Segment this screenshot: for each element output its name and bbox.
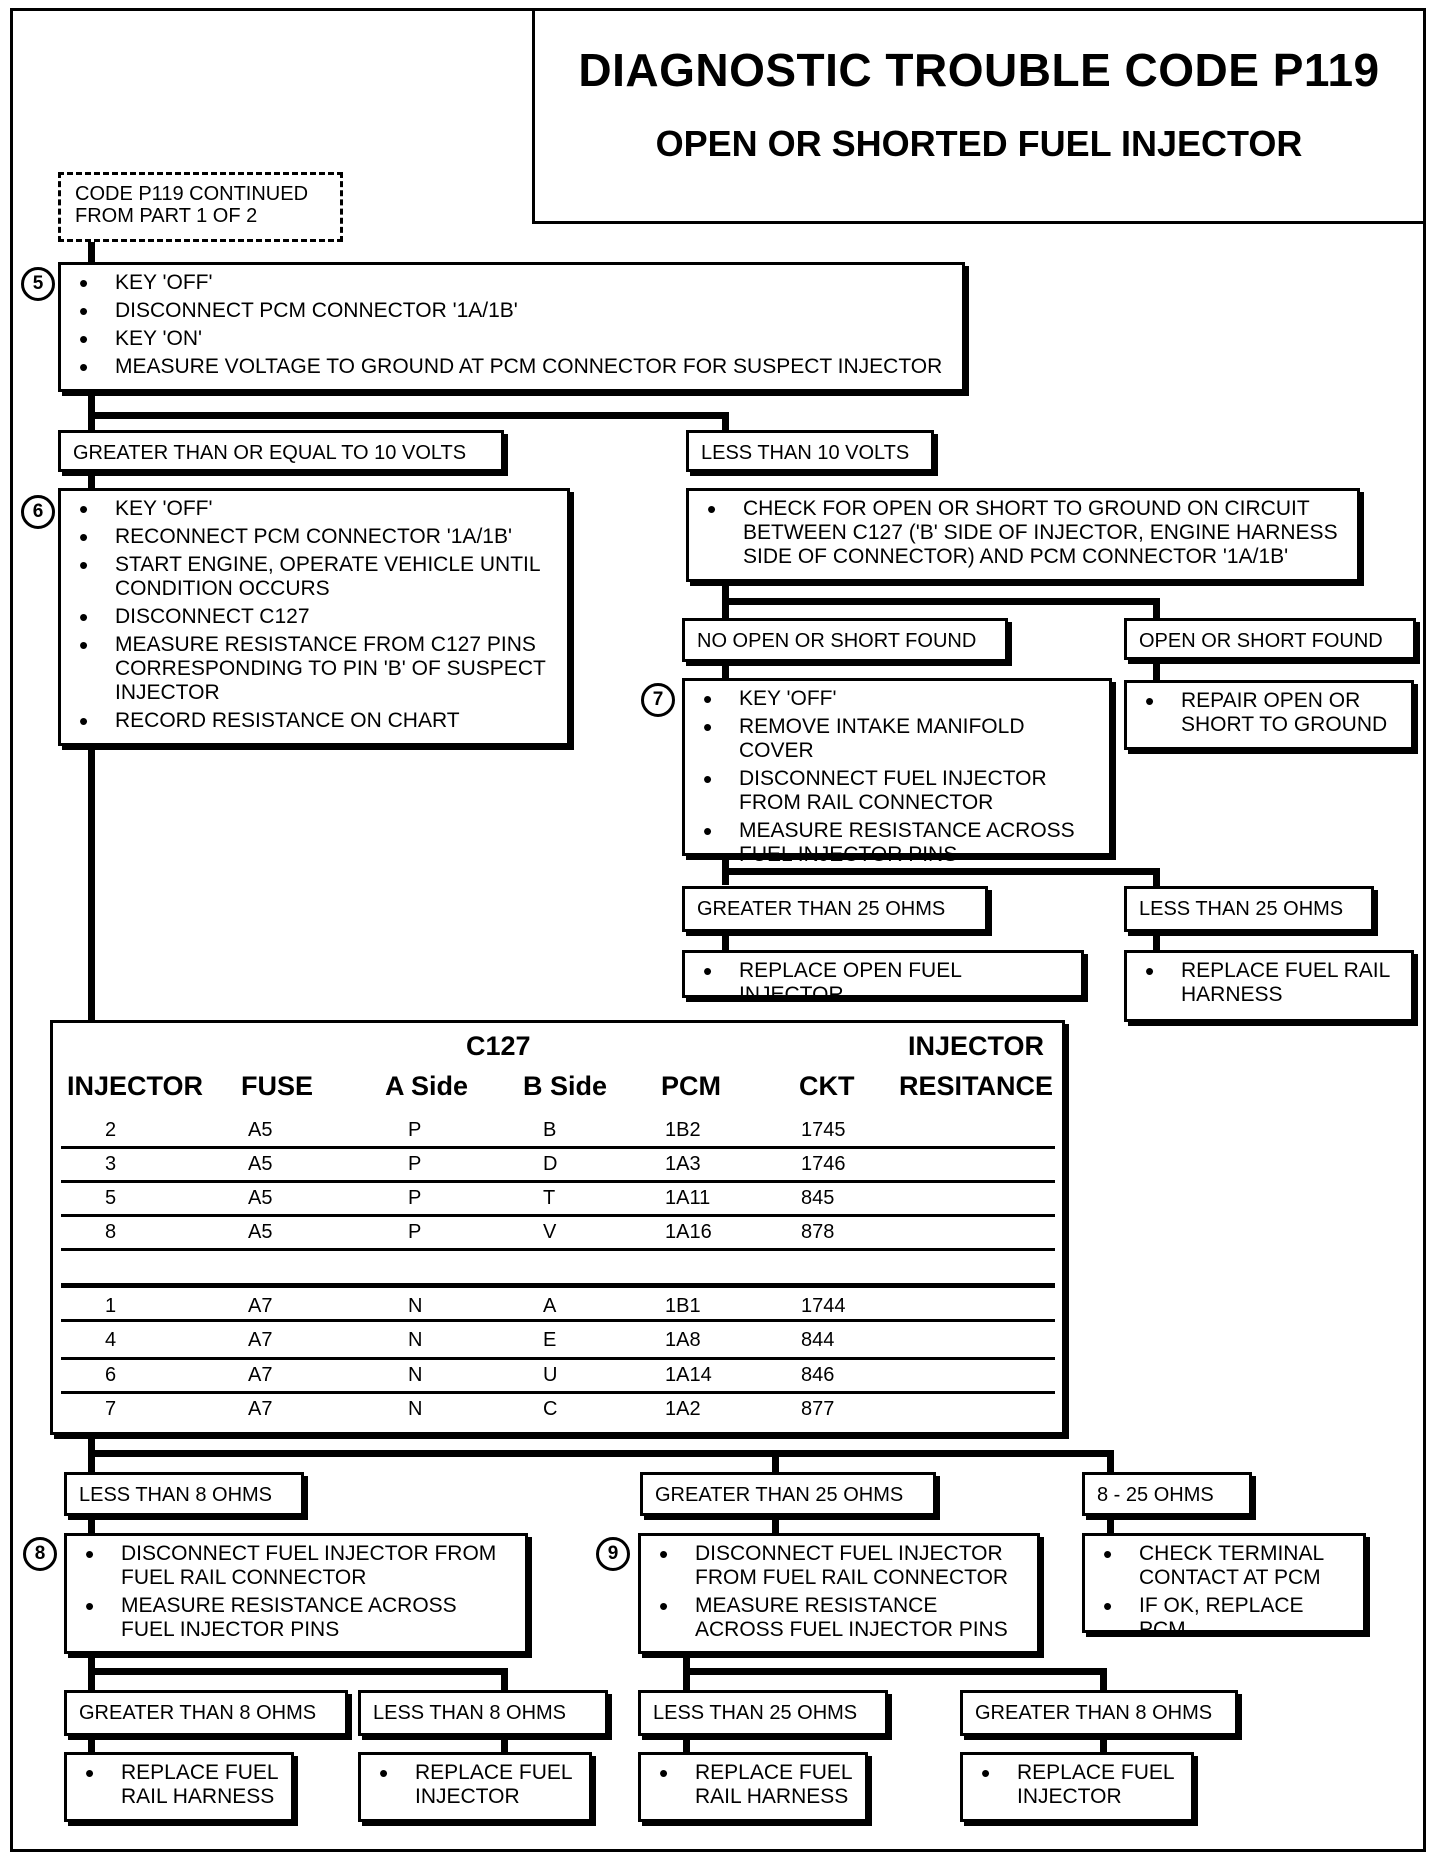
step-9-item: • MEASURE RESISTANCE ACROSS FUEL INJECTOR PINS [659, 1594, 1027, 1642]
table-header-ckt: CKT [799, 1071, 855, 1101]
replace-injector-text: • REPLACE FUEL INJECTOR [379, 1761, 579, 1809]
step-5-item: • DISCONNECT PCM CONNECTOR '1A/1B' [79, 299, 952, 323]
table-cell: V [543, 1221, 557, 1243]
replace-injector-box [358, 1752, 592, 1822]
table-cell: A5 [248, 1153, 273, 1175]
table-cell: N [408, 1329, 423, 1351]
connector-line [1107, 1515, 1114, 1535]
condition-lt-8-ohms: LESS THAN 8 OHMS [358, 1690, 608, 1736]
connector-line [722, 660, 729, 680]
check-circuit-box [686, 488, 1360, 582]
step-6-item: • MEASURE RESISTANCE FROM C127 PINS CORRESPONDING TO PIN 'B' OF SUSPECT INJECTOR [79, 633, 557, 705]
table-cell: A [543, 1295, 557, 1317]
table-header-resistance: RESITANCE [899, 1071, 1054, 1101]
table-cell: N [408, 1364, 423, 1386]
table-rule [61, 1285, 1055, 1288]
step-7-box [682, 678, 1112, 866]
table-cell: 1745 [801, 1119, 846, 1141]
table-rule [61, 1357, 1055, 1360]
check-terminal-box [1082, 1533, 1366, 1641]
injector-table [50, 1020, 1065, 1435]
table-cell: A5 [248, 1187, 273, 1209]
table-cell: 844 [801, 1329, 835, 1351]
table-cell: P [408, 1119, 422, 1141]
table-cell: 1 [105, 1295, 117, 1317]
step-7-item: • KEY 'OFF' [703, 687, 1099, 711]
table-header-fuse: FUSE [241, 1071, 314, 1101]
step-7-item: • MEASURE RESISTANCE ACROSS FUEL INJECTOR PINS [703, 819, 1099, 867]
check-circuit-text: • CHECK FOR OPEN OR SHORT TO GROUND ON CIRCUIT BETWEEN C127 ('B' SIDE OF INJECTOR, ENGINE HARNESS SIDE OF CONNECTOR) AND PCM CONNECTOR '1A/1B' [707, 497, 1347, 569]
step-5-item: • MEASURE VOLTAGE TO GROUND AT PCM CONNECTOR FOR SUSPECT INJECTOR [79, 355, 952, 379]
connector-line [722, 868, 1160, 875]
table-cell: A7 [248, 1398, 273, 1420]
step-6-item: • RECORD RESISTANCE ON CHART [79, 709, 557, 733]
check-terminal-item: • CHECK TERMINAL CONTACT AT PCM [1103, 1542, 1353, 1590]
table-cell: 1746 [801, 1153, 846, 1175]
table-cell: 878 [801, 1221, 835, 1243]
check-terminal-item: • IF OK, REPLACE PCM [1103, 1594, 1353, 1642]
step-number-6: 6 [21, 495, 55, 529]
continued-box [58, 172, 343, 242]
table-rule [61, 1248, 1055, 1251]
step-number-7: 7 [641, 683, 675, 717]
step-7-item: • REMOVE INTAKE MANIFOLD COVER [703, 715, 1099, 763]
step-5-item: • KEY 'ON' [79, 327, 952, 351]
continued-line-2: FROM PART 1 OF 2 [75, 205, 258, 227]
table-rule [61, 1180, 1055, 1183]
step-6-item: • START ENGINE, OPERATE VEHICLE UNTIL CONDITION OCCURS [79, 553, 557, 601]
repair-open-box [1124, 680, 1414, 750]
table-cell: T [543, 1187, 556, 1209]
step-number-8: 8 [23, 1537, 57, 1571]
condition-lt-25-ohms: LESS THAN 25 OHMS [1124, 886, 1374, 932]
page-subtitle: OPEN OR SHORTED FUEL INJECTOR [655, 123, 1303, 164]
connector-line [1153, 868, 1160, 886]
connector-line [722, 598, 1160, 605]
table-cell: B [543, 1119, 557, 1141]
repair-open-text: • REPAIR OPEN OR SHORT TO GROUND [1145, 689, 1401, 737]
table-cell: 1A16 [665, 1221, 712, 1243]
table-rule [61, 1319, 1055, 1322]
step-6-item: • DISCONNECT C127 [79, 605, 557, 629]
connector-line [1153, 932, 1160, 952]
table-cell: 8 [105, 1221, 117, 1243]
condition-ge-10-volts: GREATER THAN OR EQUAL TO 10 VOLTS [58, 430, 504, 472]
table-header-b-side: B Side [523, 1071, 608, 1101]
condition-8-to-25-ohms: 8 - 25 OHMS [1082, 1472, 1252, 1516]
table-cell: 845 [801, 1187, 835, 1209]
table-header-injector: INJECTOR [67, 1071, 204, 1101]
condition-open-or-short-found: OPEN OR SHORT FOUND [1124, 618, 1416, 660]
table-cell: C [543, 1398, 558, 1420]
condition-no-open-or-short: NO OPEN OR SHORT FOUND [682, 618, 1008, 662]
table-rule [61, 1214, 1055, 1217]
table-cell: N [408, 1295, 423, 1317]
connector-line [88, 412, 728, 419]
condition-gt-25-ohms: GREATER THAN 25 OHMS [640, 1472, 936, 1516]
connector-line [1107, 1450, 1114, 1472]
step-8-item: • MEASURE RESISTANCE ACROSS FUEL INJECTOR PINS [85, 1594, 515, 1642]
replace-rail-harness-box [1124, 950, 1414, 1022]
replace-rail-harness-box [64, 1752, 294, 1822]
condition-gt-25-ohms: GREATER THAN 25 OHMS [682, 886, 988, 932]
replace-open-injector-box [682, 950, 1084, 1006]
connector-line [722, 412, 729, 432]
table-cell: 846 [801, 1364, 835, 1386]
connector-line [88, 1515, 95, 1535]
table-header-pcm: PCM [661, 1071, 721, 1101]
replace-rail-harness-text: • REPLACE FUEL RAIL HARNESS [85, 1761, 281, 1809]
table-rule [61, 1146, 1055, 1149]
replace-rail-harness-box [638, 1752, 868, 1822]
condition-lt-25-ohms: LESS THAN 25 OHMS [638, 1690, 888, 1736]
table-cell: 4 [105, 1329, 117, 1351]
table-rule [61, 1391, 1055, 1394]
replace-open-injector-text: • REPLACE OPEN FUEL INJECTOR [703, 959, 1071, 1007]
table-cell: A7 [248, 1295, 273, 1317]
table-cell: 1A8 [665, 1329, 701, 1351]
table-cell: 1B2 [665, 1119, 701, 1141]
step-8-box [64, 1533, 528, 1654]
table-cell: 1A14 [665, 1364, 712, 1386]
connector-line [88, 240, 95, 262]
table-cell: 1A3 [665, 1153, 701, 1175]
step-9-item: • DISCONNECT FUEL INJECTOR FROM FUEL RAIL CONNECTOR [659, 1542, 1027, 1590]
table-cell: 7 [105, 1398, 117, 1420]
condition-lt-8-ohms: LESS THAN 8 OHMS [64, 1472, 304, 1516]
connector-line [722, 932, 729, 952]
connector-line [88, 1668, 508, 1675]
table-cell: A5 [248, 1221, 273, 1243]
connector-line [1100, 1668, 1107, 1690]
condition-gt-8-ohms: GREATER THAN 8 OHMS [64, 1690, 348, 1736]
step-6-box [58, 488, 570, 746]
table-cell: P [408, 1187, 422, 1209]
continued-line-1: CODE P119 CONTINUED [75, 183, 309, 205]
page-title: DIAGNOSTIC TROUBLE CODE P119 [578, 44, 1380, 96]
step-6-item: • KEY 'OFF' [79, 497, 557, 521]
table-header-a-side: A Side [385, 1071, 469, 1101]
connector-line [772, 1450, 779, 1472]
connector-line [1153, 598, 1160, 620]
step-8-item: • DISCONNECT FUEL INJECTOR FROM FUEL RAIL CONNECTOR [85, 1542, 515, 1590]
condition-lt-10-volts: LESS THAN 10 VOLTS [686, 430, 934, 472]
table-cell: 1B1 [665, 1295, 701, 1317]
step-9-box [638, 1533, 1040, 1654]
condition-gt-8-ohms: GREATER THAN 8 OHMS [960, 1690, 1238, 1736]
table-cell: N [408, 1398, 423, 1420]
table-cell: 6 [105, 1364, 117, 1386]
table-cell: 877 [801, 1398, 835, 1420]
table-cell: U [543, 1364, 558, 1386]
table-cell: P [408, 1221, 422, 1243]
table-cell: 2 [105, 1119, 117, 1141]
step-7-item: • DISCONNECT FUEL INJECTOR FROM RAIL CONNECTOR [703, 767, 1099, 815]
step-5-item: • KEY 'OFF' [79, 271, 952, 295]
connector-line [772, 1515, 779, 1535]
table-cell: D [543, 1153, 558, 1175]
table-cell: 1A2 [665, 1398, 701, 1420]
replace-rail-harness-text: • REPLACE FUEL RAIL HARNESS [659, 1761, 855, 1809]
table-cell: A5 [248, 1119, 273, 1141]
table-cell: 1A11 [665, 1187, 711, 1209]
connector-line [501, 1668, 508, 1690]
replace-rail-harness-text: • REPLACE FUEL RAIL HARNESS [1145, 959, 1401, 1007]
step-5-box [58, 262, 965, 392]
connector-line [683, 1668, 1107, 1675]
step-number-5: 5 [21, 267, 55, 301]
table-cell: 5 [105, 1187, 117, 1209]
table-group-c127: C127 [466, 1031, 531, 1061]
table-cell: 3 [105, 1153, 117, 1175]
step-6-item: • RECONNECT PCM CONNECTOR '1A/1B' [79, 525, 557, 549]
table-group-injector: INJECTOR [908, 1031, 1045, 1061]
title-box [532, 8, 1426, 224]
replace-injector-box [960, 1752, 1194, 1822]
connector-line [1153, 660, 1160, 680]
table-cell: 1744 [801, 1295, 846, 1317]
table-cell: A7 [248, 1329, 273, 1351]
step-number-9: 9 [596, 1537, 630, 1571]
replace-injector-text: • REPLACE FUEL INJECTOR [981, 1761, 1181, 1809]
connector-line [88, 1450, 1114, 1457]
table-cell: E [543, 1329, 557, 1351]
table-cell: P [408, 1153, 422, 1175]
table-cell: A7 [248, 1364, 273, 1386]
